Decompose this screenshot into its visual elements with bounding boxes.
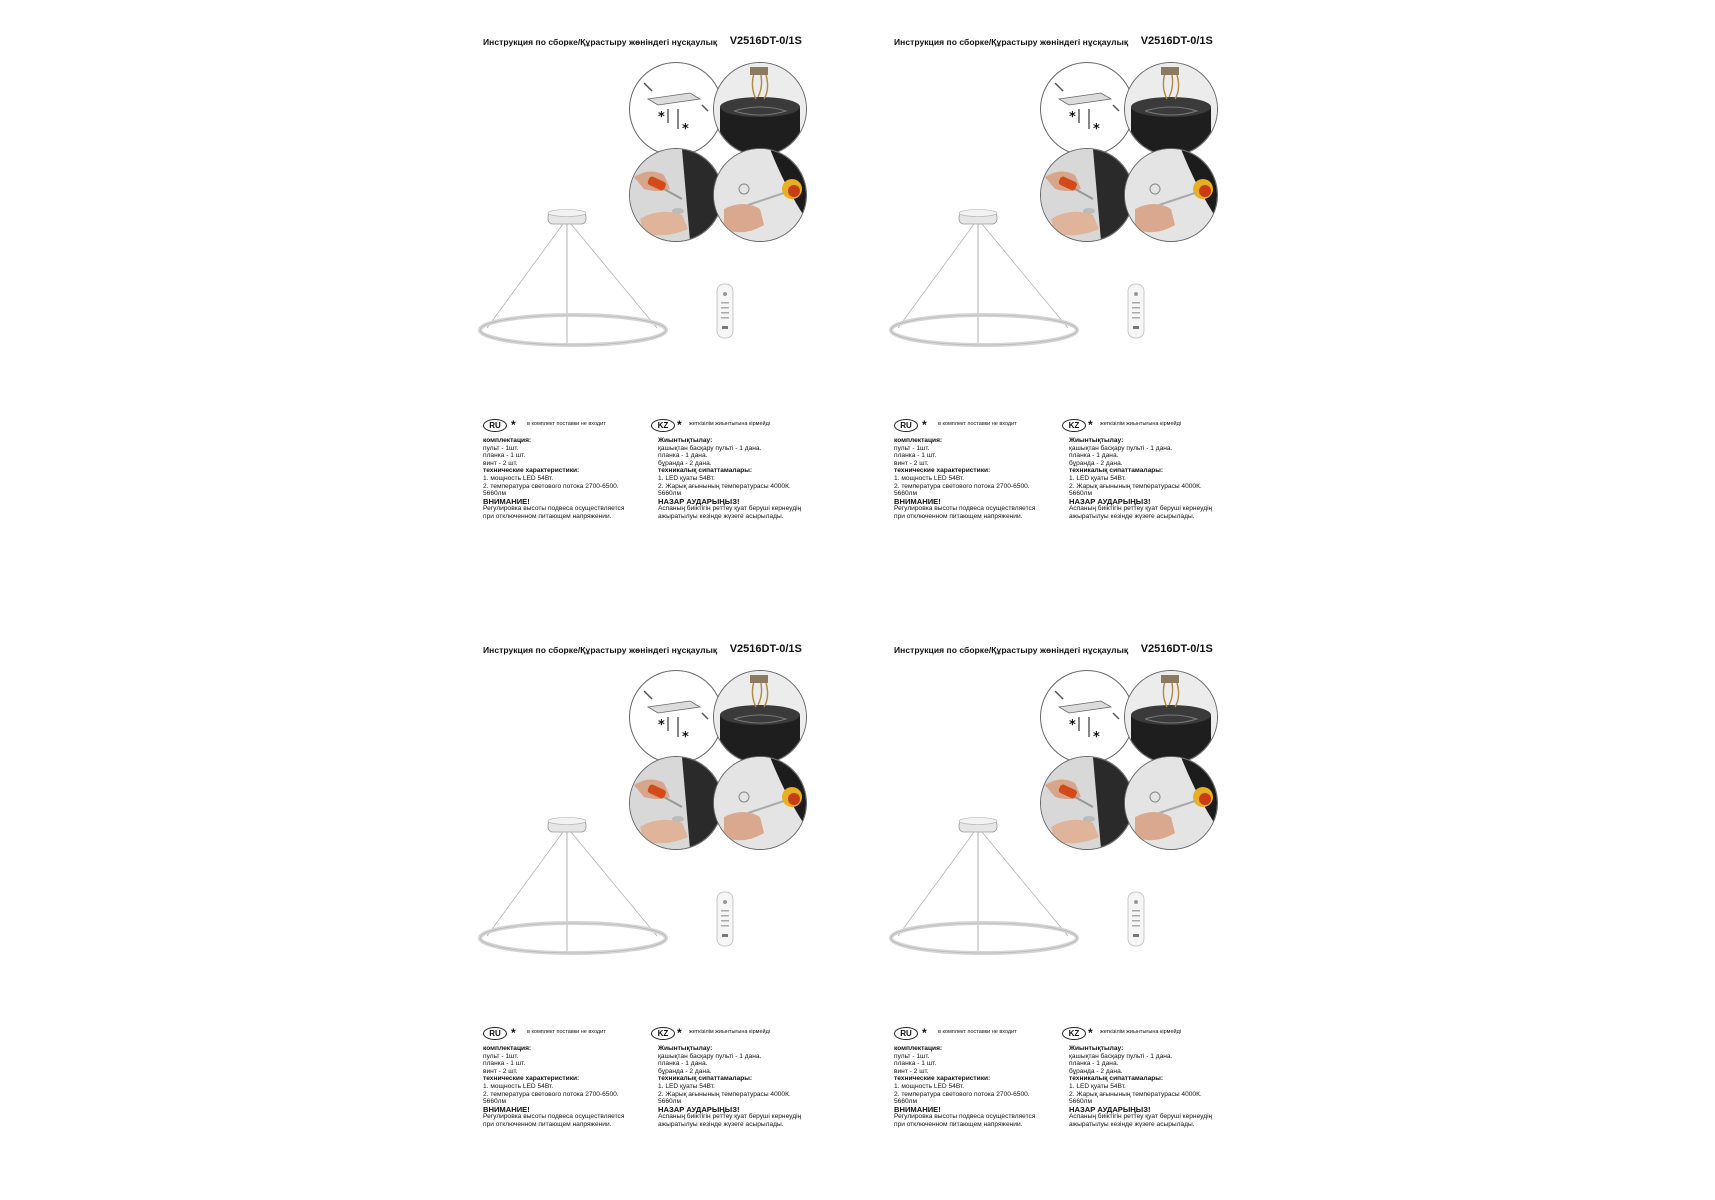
spec-line: технические характеристики: xyxy=(894,467,991,475)
spec-line: пульт - 1шт. xyxy=(483,444,519,452)
svg-text:*: * xyxy=(1093,122,1100,137)
instruction-sheet-4 xyxy=(894,640,1266,1160)
spec-line: пульт - 1шт. xyxy=(894,444,930,452)
spec-line: 2. Жарық ағынының температурасы 4000К. xyxy=(1069,482,1202,490)
star-icon: * xyxy=(511,418,516,432)
svg-text:*: * xyxy=(1069,718,1076,733)
step-4-canopy-photo xyxy=(1124,148,1218,242)
mounting-bracket-icon xyxy=(630,63,722,155)
spec-line: ВНИМАНИЕ! xyxy=(483,1104,530,1114)
header-title: Инструкция по сборке/Құрастыру жөніндегі нұсқаулық xyxy=(894,37,1129,47)
model-number: V2516DT-0/1S xyxy=(1140,35,1213,47)
remote-control-icon xyxy=(713,282,737,342)
screwdriver-icon xyxy=(630,149,722,241)
kz-badge: KZ xyxy=(651,1027,675,1040)
spec-line: Жиынтықтылау: xyxy=(658,1045,713,1052)
spec-line: комплектация: xyxy=(894,1045,943,1052)
remote-control-icon xyxy=(713,890,737,950)
spec-line: ВНИМАНИЕ! xyxy=(894,496,941,506)
spec-line: 2. Жарық ағынының температурасы 4000К. xyxy=(1069,1090,1202,1098)
instruction-sheet-1 xyxy=(483,32,855,552)
spec-line: Регулировка высоты подвеса осуществляется xyxy=(894,505,1036,513)
sheet-header xyxy=(894,32,1213,50)
star-icon: * xyxy=(1088,418,1093,432)
spec-line: пульт - 1шт. xyxy=(483,1052,519,1060)
spec-line: 1. мощность LED 54Вт. xyxy=(483,1082,554,1090)
spec-line: Жиынтықтылау: xyxy=(1069,1045,1124,1052)
spec-line: 5660лм xyxy=(894,1098,918,1106)
step-1-bracket-photo xyxy=(629,62,723,156)
spec-line: планка - 1 дана. xyxy=(658,1060,708,1068)
spec-line: 1. LED қуаты 54Вт. xyxy=(1069,1082,1126,1090)
legend-row xyxy=(894,419,1266,439)
star-icon: * xyxy=(922,418,927,432)
spec-line: 1. мощность LED 54Вт. xyxy=(483,474,554,482)
ru-badge: RU xyxy=(483,1027,507,1040)
spec-line: Аспаның биіктігін реттеу қуат беруші кернеудің xyxy=(658,1113,802,1121)
kz-badge: KZ xyxy=(1062,419,1086,432)
ru-spec-block xyxy=(483,1045,624,1129)
model-number: V2516DT-0/1S xyxy=(729,35,802,47)
spec-line: Регулировка высоты подвеса осуществляется xyxy=(483,1113,625,1121)
ru-badge: RU xyxy=(894,419,918,432)
kz-spec-block xyxy=(658,437,801,521)
screwdriver-icon xyxy=(1041,757,1133,849)
svg-text:*: * xyxy=(658,110,665,125)
spec-line: ВНИМАНИЕ! xyxy=(894,1104,941,1114)
sheet-header xyxy=(483,640,802,658)
step-3-screwdriver-photo xyxy=(1040,756,1134,850)
spec-line: 5660лм xyxy=(658,1098,682,1106)
header-title: Инструкция по сборке/Құрастыру жөніндегі нұсқаулық xyxy=(483,645,718,655)
spec-line: планка - 1 дана. xyxy=(1069,1060,1119,1068)
spec-line: пульт - 1шт. xyxy=(894,1052,930,1060)
spec-line: комплектация: xyxy=(894,437,943,444)
spec-line: 5660лм xyxy=(894,490,918,498)
spec-line: 2. Жарық ағынының температурасы 4000К. xyxy=(658,1090,791,1098)
spec-line: бұранда - 2 дана. xyxy=(1069,459,1123,467)
spec-line: технические характеристики: xyxy=(894,1075,991,1083)
ru-note: в комплект поставки не входит xyxy=(938,421,1017,427)
kz-spec-block xyxy=(658,1045,801,1129)
spec-line: Аспаның биіктігін реттеу қуат беруші кернеудің xyxy=(658,505,802,513)
spec-line: планка - 1 дана. xyxy=(658,452,708,460)
spec-line: техникалық сипаттамалары: xyxy=(1069,467,1164,475)
spec-line: 1. LED қуаты 54Вт. xyxy=(658,1082,715,1090)
screwdriver-icon xyxy=(1041,149,1133,241)
svg-text:*: * xyxy=(658,718,665,733)
kz-note: жеткізілім жиынтығына кірмейді xyxy=(689,1029,771,1035)
ru-spec-block xyxy=(483,437,624,521)
spec-line: Жиынтықтылау: xyxy=(1069,437,1124,444)
spec-line: ажыратылуы кезінде жүзеге асырылады. xyxy=(1069,512,1195,520)
ru-spec-block xyxy=(894,1045,1035,1129)
sheet-header xyxy=(483,32,802,50)
step-1-bracket-photo xyxy=(1040,62,1134,156)
spec-line: винт - 2 шт. xyxy=(894,1067,929,1075)
step-1-bracket-photo xyxy=(1040,670,1134,764)
step-2-wiring-photo xyxy=(1124,670,1218,764)
ru-badge: RU xyxy=(894,1027,918,1040)
canopy-install-icon xyxy=(1125,149,1217,241)
spec-line: НАЗАР АУДАРЫҢЫЗ! xyxy=(658,496,740,506)
header-title: Инструкция по сборке/Құрастыру жөніндегі нұсқаулық xyxy=(894,645,1129,655)
spec-line: қашықтан басқару пульті - 1 дана. xyxy=(1069,444,1173,452)
spec-line: қашықтан басқару пульті - 1 дана. xyxy=(658,444,762,452)
spec-line: НАЗАР АУДАРЫҢЫЗ! xyxy=(658,1104,740,1114)
spec-line: винт - 2 шт. xyxy=(894,459,929,467)
step-2-wiring-photo xyxy=(713,62,807,156)
star-icon: * xyxy=(677,418,682,432)
spec-line: қашықтан басқару пульті - 1 дана. xyxy=(1069,1052,1173,1060)
step-3-screwdriver-photo xyxy=(629,148,723,242)
spec-line: при отключенном питающем напряжении. xyxy=(483,1120,612,1128)
spec-line: 5660лм xyxy=(658,490,682,498)
spec-line: Жиынтықтылау: xyxy=(658,437,713,444)
screwdriver-icon xyxy=(630,757,722,849)
spec-line: ажыратылуы кезінде жүзеге асырылады. xyxy=(658,1120,784,1128)
kz-note: жеткізілім жиынтығына кірмейді xyxy=(1100,421,1182,427)
spec-line: 2. температура светового потока 2700-6500. xyxy=(894,1090,1030,1098)
svg-text:*: * xyxy=(682,122,689,137)
spec-line: 5660лм xyxy=(483,1098,507,1106)
instruction-sheet-3 xyxy=(483,640,855,1160)
spec-line: ажыратылуы кезінде жүзеге асырылады. xyxy=(1069,1120,1195,1128)
spec-line: қашықтан басқару пульті - 1 дана. xyxy=(658,1052,762,1060)
model-number: V2516DT-0/1S xyxy=(729,643,802,655)
ru-note: в комплект поставки не входит xyxy=(527,1029,606,1035)
spec-line: Регулировка высоты подвеса осуществляется xyxy=(894,1113,1036,1121)
legend-row xyxy=(483,1027,855,1047)
mounting-bracket-icon xyxy=(1041,671,1133,763)
canopy-install-icon xyxy=(714,757,806,849)
step-3-screwdriver-photo xyxy=(1040,148,1134,242)
svg-text:*: * xyxy=(682,730,689,745)
canopy-install-icon xyxy=(714,149,806,241)
kz-note: жеткізілім жиынтығына кірмейді xyxy=(1100,1029,1182,1035)
ru-note: в комплект поставки не входит xyxy=(527,421,606,427)
spec-line: планка - 1 шт. xyxy=(483,452,526,460)
legend-row xyxy=(894,1027,1266,1047)
remote-control-icon xyxy=(1124,282,1148,342)
wiring-box-icon xyxy=(1125,671,1217,763)
kz-badge: KZ xyxy=(1062,1027,1086,1040)
spec-line: 2. Жарық ағынының температурасы 4000К. xyxy=(658,482,791,490)
spec-line: при отключенном питающем напряжении. xyxy=(894,1120,1023,1128)
spec-line: НАЗАР АУДАРЫҢЫЗ! xyxy=(1069,1104,1151,1114)
step-2-wiring-photo xyxy=(713,670,807,764)
step-3-screwdriver-photo xyxy=(629,756,723,850)
spec-line: 1. LED қуаты 54Вт. xyxy=(1069,474,1126,482)
spec-line: техникалық сипаттамалары: xyxy=(1069,1075,1164,1083)
ru-badge: RU xyxy=(483,419,507,432)
spec-line: 2. температура светового потока 2700-6500. xyxy=(483,1090,619,1098)
spec-line: при отключенном питающем напряжении. xyxy=(483,512,612,520)
wiring-box-icon xyxy=(714,63,806,155)
spec-line: бұранда - 2 дана. xyxy=(658,1067,712,1075)
spec-line: технические характеристики: xyxy=(483,467,580,475)
svg-text:*: * xyxy=(1093,730,1100,745)
ru-note: в комплект поставки не входит xyxy=(938,1029,1017,1035)
spec-line: 5660лм xyxy=(1069,1098,1093,1106)
spec-line: 2. температура светового потока 2700-6500. xyxy=(894,482,1030,490)
spec-line: бұранда - 2 дана. xyxy=(658,459,712,467)
wiring-box-icon xyxy=(714,671,806,763)
instruction-sheet-2 xyxy=(894,32,1266,552)
spec-line: винт - 2 шт. xyxy=(483,459,518,467)
spec-line: ажыратылуы кезінде жүзеге асырылады. xyxy=(658,512,784,520)
spec-line: Регулировка высоты подвеса осуществляется xyxy=(483,505,625,513)
spec-line: бұранда - 2 дана. xyxy=(1069,1067,1123,1075)
spec-line: 5660лм xyxy=(1069,490,1093,498)
star-icon: * xyxy=(922,1026,927,1040)
spec-line: техникалық сипаттамалары: xyxy=(658,1075,753,1083)
ru-spec-block xyxy=(894,437,1035,521)
svg-text:*: * xyxy=(1069,110,1076,125)
spec-line: 1. мощность LED 54Вт. xyxy=(894,1082,965,1090)
spec-line: при отключенном питающем напряжении. xyxy=(894,512,1023,520)
mounting-bracket-icon xyxy=(630,671,722,763)
spec-line: 1. мощность LED 54Вт. xyxy=(894,474,965,482)
header-title: Инструкция по сборке/Құрастыру жөніндегі нұсқаулық xyxy=(483,37,718,47)
kz-spec-block xyxy=(1069,437,1212,521)
wiring-box-icon xyxy=(1125,63,1217,155)
spec-line: комплектация: xyxy=(483,1045,532,1052)
spec-line: Аспаның биіктігін реттеу қуат беруші кернеудің xyxy=(1069,505,1213,513)
spec-line: 5660лм xyxy=(483,490,507,498)
spec-line: планка - 1 шт. xyxy=(894,1060,937,1068)
kz-spec-block xyxy=(1069,1045,1212,1129)
mounting-bracket-icon xyxy=(1041,63,1133,155)
spec-line: 1. LED қуаты 54Вт. xyxy=(658,474,715,482)
step-1-bracket-photo xyxy=(629,670,723,764)
step-4-canopy-photo xyxy=(713,148,807,242)
star-icon: * xyxy=(677,1026,682,1040)
kz-badge: KZ xyxy=(651,419,675,432)
spec-line: 2. температура светового потока 2700-6500. xyxy=(483,482,619,490)
spec-line: планка - 1 шт. xyxy=(483,1060,526,1068)
spec-line: технические характеристики: xyxy=(483,1075,580,1083)
step-4-canopy-photo xyxy=(1124,756,1218,850)
model-number: V2516DT-0/1S xyxy=(1140,643,1213,655)
spec-line: техникалық сипаттамалары: xyxy=(658,467,753,475)
spec-line: Аспаның биіктігін реттеу қуат беруші кернеудің xyxy=(1069,1113,1213,1121)
step-4-canopy-photo xyxy=(713,756,807,850)
spec-line: планка - 1 шт. xyxy=(894,452,937,460)
star-icon: * xyxy=(1088,1026,1093,1040)
spec-line: НАЗАР АУДАРЫҢЫЗ! xyxy=(1069,496,1151,506)
canopy-install-icon xyxy=(1125,757,1217,849)
spec-line: ВНИМАНИЕ! xyxy=(483,496,530,506)
spec-line: винт - 2 шт. xyxy=(483,1067,518,1075)
legend-row xyxy=(483,419,855,439)
star-icon: * xyxy=(511,1026,516,1040)
sheet-header xyxy=(894,640,1213,658)
spec-line: планка - 1 дана. xyxy=(1069,452,1119,460)
kz-note: жеткізілім жиынтығына кірмейді xyxy=(689,421,771,427)
spec-line: комплектация: xyxy=(483,437,532,444)
step-2-wiring-photo xyxy=(1124,62,1218,156)
remote-control-icon xyxy=(1124,890,1148,950)
